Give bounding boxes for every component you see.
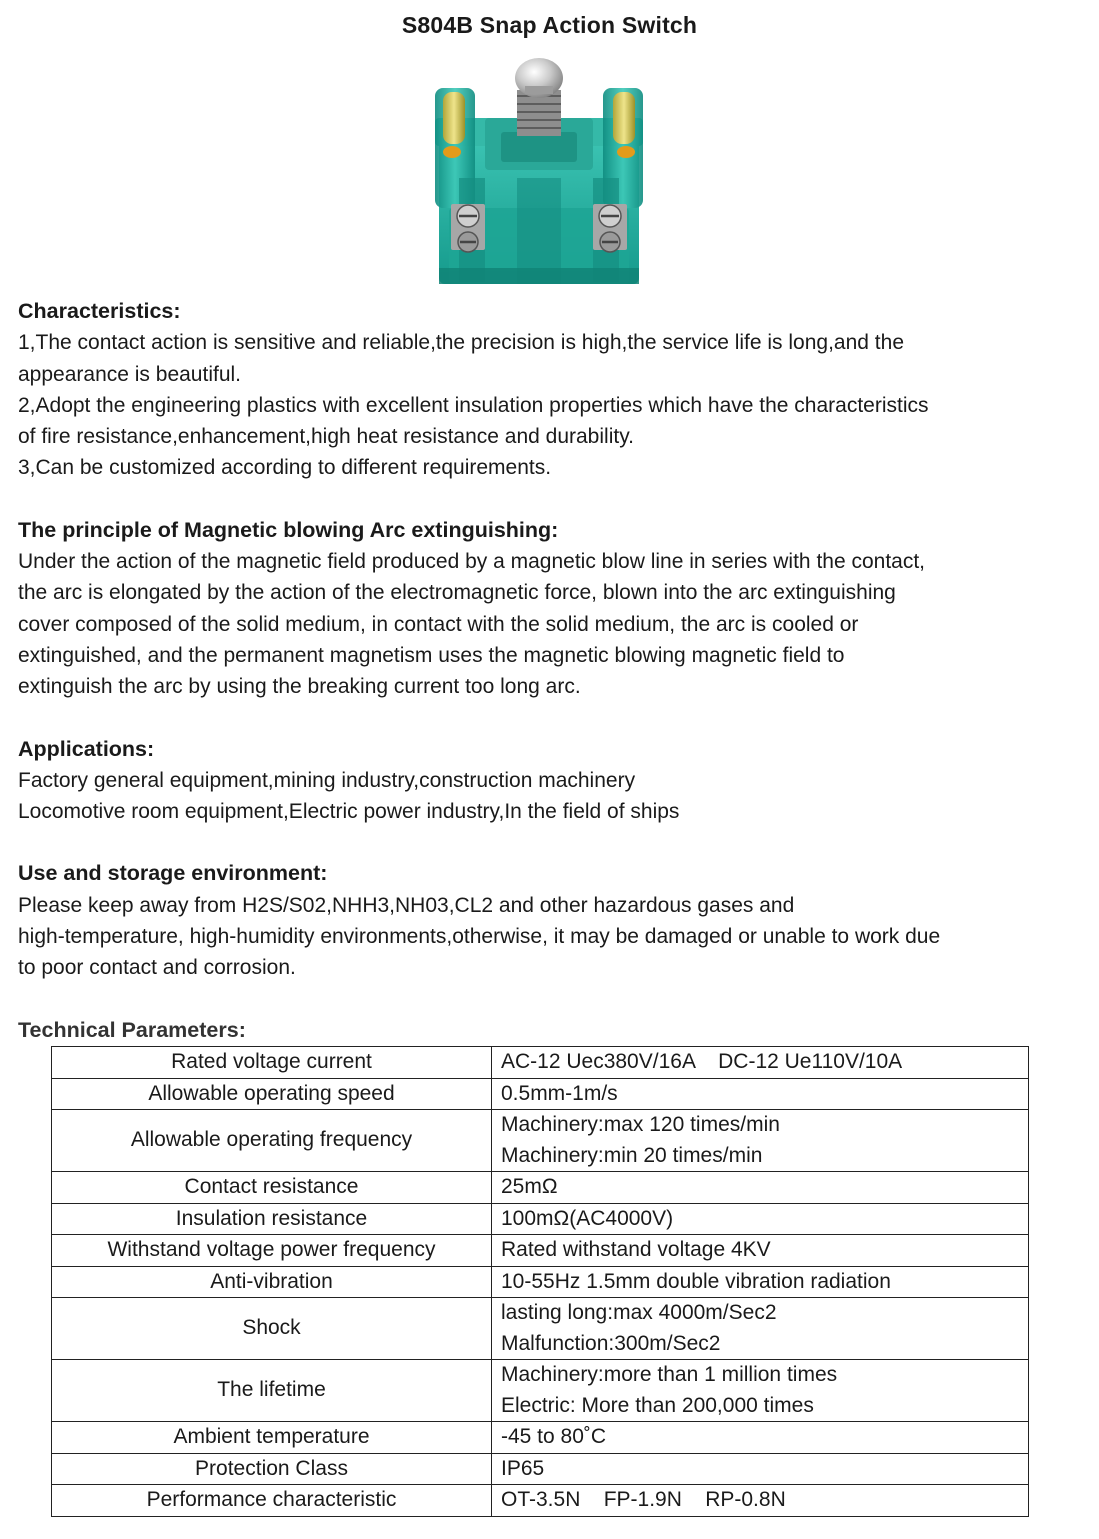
param-value [492, 1485, 1029, 1517]
param-value-line: OT-3.5N FP-1.9N RP-0.8N [501, 1488, 786, 1511]
param-name: Performance characteristic [52, 1485, 492, 1517]
table-row [52, 1235, 1029, 1267]
table-row [52, 1453, 1029, 1485]
applications-heading: Applications: [18, 736, 155, 761]
principle-heading: The principle of Magnetic blowing Arc extinguishing: [18, 517, 559, 542]
param-name: Anti-vibration [52, 1266, 492, 1298]
param-value [492, 1453, 1029, 1485]
param-value [492, 1172, 1029, 1204]
param-name: Protection Class [52, 1453, 492, 1485]
table-row [52, 1203, 1029, 1235]
param-name: Shock [52, 1298, 492, 1360]
table-row [52, 1266, 1029, 1298]
param-name: Ambient temperature [52, 1422, 492, 1454]
text-line: high-temperature, high-humidity environments,otherwise, it may be damaged or unable to work due [18, 925, 941, 949]
product-image [425, 58, 653, 290]
text-line: Factory general equipment,mining industry,construction machinery [18, 768, 636, 792]
param-value [492, 1266, 1029, 1298]
param-value-line: IP65 [501, 1456, 545, 1480]
text-line: 3,Can be customized according to different requirements. [18, 456, 552, 480]
param-value-line: Rated withstand voltage 4KV [501, 1238, 771, 1261]
text-line: Locomotive room equipment,Electric power industry,In the field of ships [18, 800, 680, 824]
param-value [492, 1110, 1029, 1172]
text-line: cover composed of the solid medium, in contact with the solid medium, the arc is cooled or [18, 612, 859, 636]
param-value [492, 1298, 1029, 1360]
table-row [52, 1485, 1029, 1517]
text-line: the arc is elongated by the action of the electromagnetic force, blown into the arc extinguishing [18, 581, 896, 605]
param-value [492, 1047, 1029, 1079]
technical-parameters-table [51, 1046, 1029, 1517]
param-value-line: 100mΩ(AC4000V) [501, 1206, 674, 1230]
param-value [492, 1203, 1029, 1235]
param-value [492, 1360, 1029, 1422]
param-value-line: 10-55Hz 1.5mm double vibration radiation [501, 1269, 891, 1293]
table-row [52, 1110, 1029, 1172]
param-name: Withstand voltage power frequency [52, 1235, 492, 1267]
param-value-line: -45 to 80˚C [501, 1425, 607, 1448]
environment-section [18, 858, 1088, 983]
param-value [492, 1235, 1029, 1267]
param-name: Contact resistance [52, 1172, 492, 1204]
param-value-line: Machinery:more than 1 million times [501, 1363, 838, 1386]
param-value-line: 0.5mm-1m/s [501, 1081, 618, 1105]
table-row [52, 1422, 1029, 1454]
param-name: Allowable operating speed [52, 1078, 492, 1110]
param-value-line: 25mΩ [501, 1175, 558, 1198]
environment-heading: Use and storage environment: [18, 861, 328, 886]
text-line: of fire resistance,enhancement,high heat resistance and durability. [18, 425, 634, 449]
table-row [52, 1172, 1029, 1204]
table-row [52, 1360, 1029, 1422]
param-value-line: Electric: More than 200,000 times [501, 1393, 814, 1417]
text-line: 2,Adopt the engineering plastics with excellent insulation properties which have the characteristics [18, 393, 929, 417]
text-line: to poor contact and corrosion. [18, 956, 296, 980]
page-title: S804B Snap Action Switch [401, 12, 698, 38]
characteristics-section [18, 296, 1088, 484]
technical-heading: Technical Parameters: [18, 1017, 246, 1042]
param-value-line: Machinery:max 120 times/min [501, 1113, 780, 1136]
param-name: The lifetime [52, 1360, 492, 1422]
characteristics-heading: Characteristics: [18, 299, 181, 323]
text-line: appearance is beautiful. [18, 362, 241, 386]
param-name: Rated voltage current [52, 1047, 492, 1079]
param-value-line: AC-12 Uec380V/16A DC-12 Ue110V/10A [501, 1050, 903, 1073]
text-line: extinguish the arc by using the breaking current too long arc. [18, 675, 581, 699]
param-name: Allowable operating frequency [52, 1110, 492, 1172]
table-row [52, 1298, 1029, 1360]
param-name: Insulation resistance [52, 1203, 492, 1235]
param-value [492, 1422, 1029, 1454]
principle-section [18, 515, 1088, 703]
table-row [52, 1047, 1029, 1079]
text-line: extinguished, and the permanent magnetism uses the magnetic blowing magnetic field to [18, 643, 845, 667]
text-line: 1,The contact action is sensitive and reliable,the precision is high,the service life is long,and the [18, 331, 904, 355]
text-line: Under the action of the magnetic field produced by a magnetic blow line in series with the contact, [18, 550, 926, 574]
param-value-line: Machinery:min 20 times/min [501, 1143, 763, 1167]
param-value-line: lasting long:max 4000m/Sec2 [501, 1301, 777, 1324]
param-value [492, 1078, 1029, 1110]
table-row [52, 1078, 1029, 1110]
applications-section [18, 734, 1088, 828]
text-line: Please keep away from H2S/S02,NHH3,NH03,CL2 and other hazardous gases and [18, 893, 795, 917]
param-value-line: Malfunction:300m/Sec2 [501, 1331, 721, 1355]
